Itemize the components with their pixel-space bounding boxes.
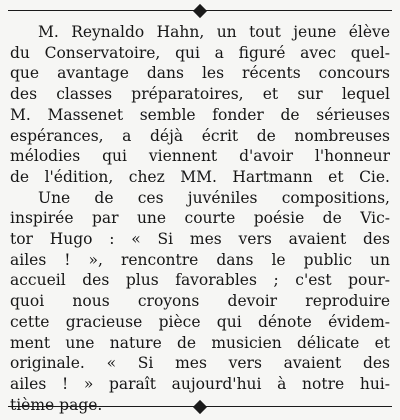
text-line: originale. « Si mes vers avaient des	[10, 354, 390, 373]
paragraph-2	[10, 188, 390, 416]
text-line: des classes préparatoires, et sur lequel	[10, 85, 390, 104]
text-line: inspirée par une courte poésie de Vic-	[10, 209, 390, 228]
text-line: ailes ! » paraît aujourd'hui à notre hui-	[10, 374, 390, 393]
text-line: M. Reynaldo Hahn, un tout jeune élève	[38, 23, 390, 41]
text-line: quoi nous croyons devoir reproduire	[10, 292, 390, 311]
top-diamond-ornament-icon	[193, 4, 207, 18]
text-line: Une de ces juvéniles compositions,	[38, 188, 390, 207]
text-line: de l'édition, chez MM. Hartmann et Cie.	[10, 167, 390, 186]
paragraph-1	[10, 22, 390, 188]
text-line: tième page.	[10, 395, 103, 414]
bottom-rule	[8, 406, 392, 407]
text-line: ailes ! », rencontre dans le public un	[10, 250, 390, 269]
text-line: du Conservatoire, qui a figuré avec quel-	[10, 43, 390, 62]
text-line: que avantage dans les récents concours	[10, 64, 390, 83]
article-text	[10, 22, 390, 415]
text-line: mélodies qui viennent d'avoir l'honneur	[10, 147, 390, 166]
text-line: espérances, a déjà écrit de nombreuses	[10, 126, 390, 145]
top-rule	[8, 10, 392, 11]
text-line: tor Hugo : « Si mes vers avaient des	[10, 230, 390, 249]
text-line: accueil des plus favorables ; c'est pour-	[10, 271, 390, 290]
text-line: cette gracieuse pièce qui dénote évidem-	[10, 312, 390, 331]
text-line: M. Massenet semble fonder de sérieuses	[10, 105, 390, 124]
text-line: ment une nature de musicien délicate et	[10, 333, 390, 352]
